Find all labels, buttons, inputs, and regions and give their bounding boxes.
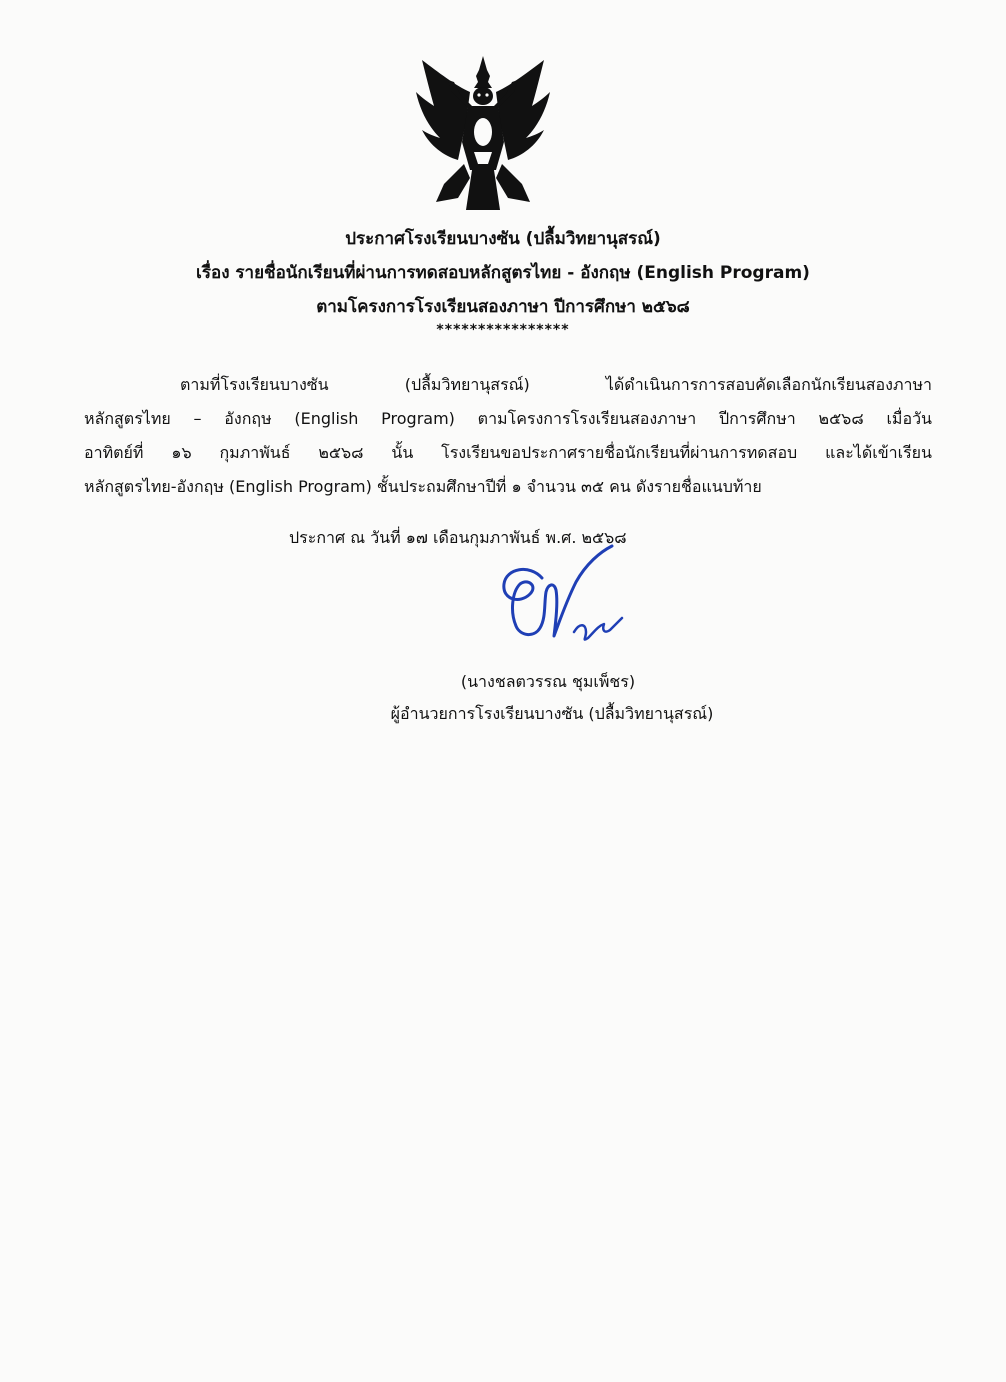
separator: **************** bbox=[436, 322, 570, 338]
signature-icon bbox=[490, 538, 640, 658]
garuda-emblem-icon bbox=[408, 52, 558, 214]
announcement-date: ประกาศ ณ วันที่ ๑๗ เดือนกุมภาพันธ์ พ.ศ. ๒๕๖๘ bbox=[289, 528, 627, 547]
announcement-project: ตามโครงการโรงเรียนสองภาษา ปีการศึกษา ๒๕๖๘ bbox=[316, 297, 690, 317]
announcement-header bbox=[0, 222, 1006, 324]
body-line: หลักสูตรไทย-อังกฤษ (English Program) ชั้นประถมศึกษาปีที่ ๑ จำนวน ๓๕ คน ดังรายชื่อแนบท้าย bbox=[84, 477, 762, 496]
announcement-subject: เรื่อง รายชื่อนักเรียนที่ผ่านการทดสอบหลักสูตรไทย - อังกฤษ (English Program) bbox=[196, 263, 810, 283]
announcement-title: ประกาศโรงเรียนบางซัน (ปลื้มวิทยานุสรณ์) bbox=[345, 229, 661, 249]
signer-position: ผู้อำนวยการโรงเรียนบางซัน (ปลื้มวิทยานุสรณ์) bbox=[390, 704, 714, 723]
body-line: อาทิตย์ที่ ๑๖ กุมภาพันธ์ ๒๕๖๘ นั้น โรงเรียนขอประกาศรายชื่อนักเรียนที่ผ่านการทดสอบ และได้เข้าเรียน bbox=[84, 443, 932, 462]
body-line: ตามที่โรงเรียนบางซัน (ปลื้มวิทยานุสรณ์) ได้ดำเนินการการสอบคัดเลือกนักเรียนสองภาษา bbox=[180, 375, 932, 394]
announcement-body bbox=[84, 368, 932, 504]
signer-name: (นางชลตวรรณ ชุมเพ็ชร) bbox=[460, 672, 636, 691]
body-line: หลักสูตรไทย – อังกฤษ (English Program) ตามโครงการโรงเรียนสองภาษา ปีการศึกษา ๒๕๖๘ เมื่อวัน bbox=[84, 409, 932, 428]
